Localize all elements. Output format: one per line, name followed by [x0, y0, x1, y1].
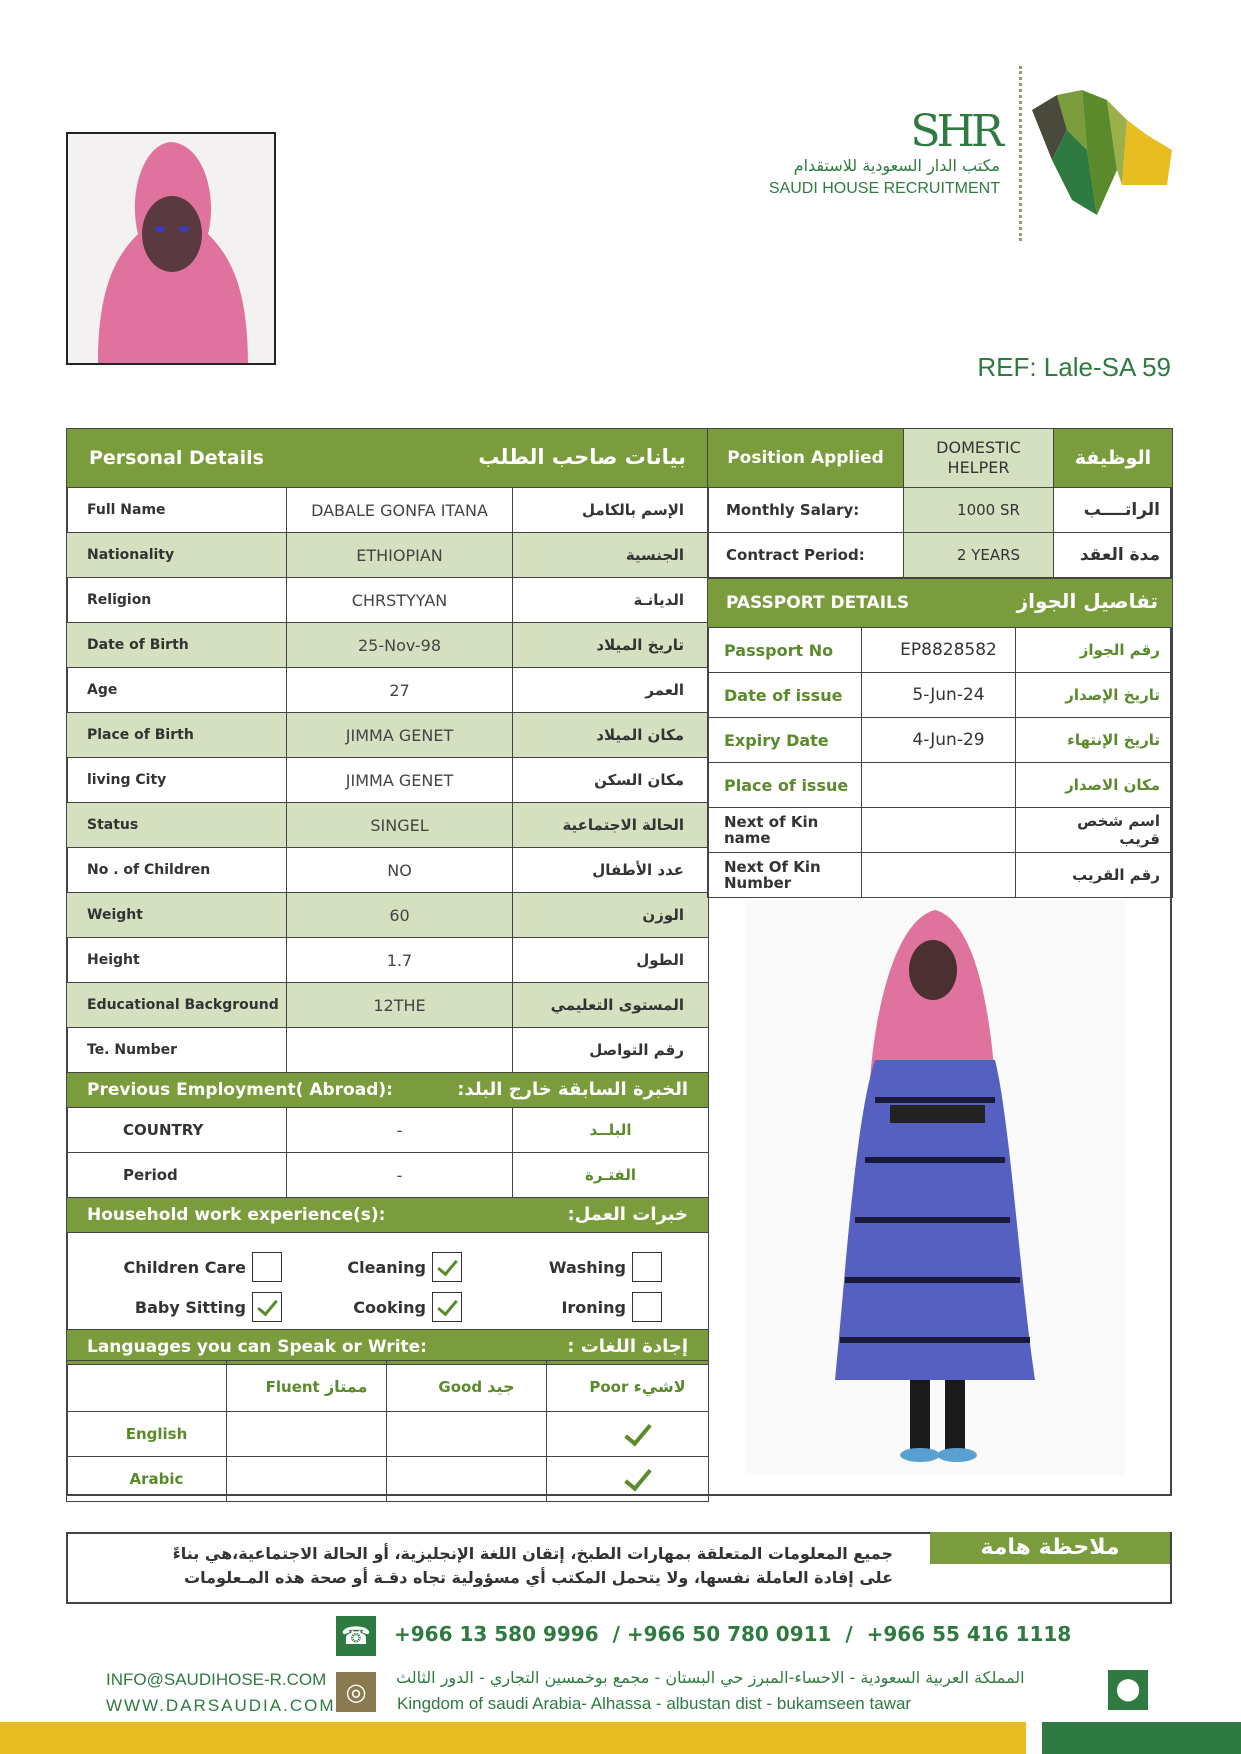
passport-field-label-ar: اسم شخص قريب	[1016, 808, 1173, 853]
important-note-line-2: على إفادة العاملة نفسها، ولا يتحمل المكتب أي مسؤولية تجاه دقـة أو صحة هذه المـعلومات	[184, 1568, 893, 1587]
languages-header-ar: إجادة اللغات :	[567, 1336, 689, 1357]
website-link[interactable]: WWW.DARSAUDIA.COM	[106, 1696, 336, 1715]
field-value: 60	[287, 893, 513, 938]
passport-field-value	[862, 763, 1016, 808]
address-arabic: المملكة العربية السعودية - الاحساء-المبرز حي البستان - مجمع بوخمسين التجاري - الدور الثالث	[396, 1668, 1025, 1687]
passport-row	[708, 628, 1173, 673]
field-value: JIMMA GENET	[287, 758, 513, 803]
personal-row	[67, 623, 709, 668]
logo-arabic-name: مكتب الدار السعودية للاستقدام	[793, 156, 1000, 175]
personal-row	[67, 893, 709, 938]
language-corner-cell	[67, 1361, 227, 1412]
field-value: JIMMA GENET	[287, 713, 513, 758]
language-levels-row	[67, 1361, 709, 1412]
position-field-value: 1000 SR	[904, 488, 1054, 533]
passport-field-label-ar: مكان الاصدار	[1016, 763, 1173, 808]
field-label-ar: عدد الأطفال	[513, 848, 709, 893]
previous-header-en: Previous Employment( Abroad):	[87, 1080, 393, 1100]
language-level-header	[227, 1361, 387, 1412]
field-label-ar: الطول	[513, 938, 709, 983]
field-label: No . of Children	[67, 848, 287, 893]
portrait-photo	[66, 132, 276, 365]
personal-row	[67, 803, 709, 848]
language-level-header	[387, 1361, 547, 1412]
check-mark-icon	[624, 1418, 651, 1447]
position-label-ar: الوظيفة	[1054, 429, 1173, 488]
field-label-ar: تاريخ الميلاد	[513, 623, 709, 668]
field-label-ar: المستوى التعليمي	[513, 983, 709, 1028]
personal-row	[67, 578, 709, 623]
languages-table	[66, 1360, 709, 1502]
language-level-en: Poor	[589, 1377, 629, 1396]
position-field-label-ar: مدة العقد	[1054, 533, 1173, 578]
full-body-photo	[745, 900, 1125, 1475]
household-item	[67, 1252, 282, 1282]
personal-row	[67, 488, 709, 533]
household-checkbox[interactable]	[432, 1252, 462, 1282]
passport-row	[708, 853, 1173, 898]
field-label-ar: مكان الميلاد	[513, 713, 709, 758]
personal-details-table	[66, 428, 709, 1365]
footer-green-stripe	[1042, 1722, 1241, 1754]
passport-field-label: Expiry Date	[708, 718, 862, 763]
important-note-line-1: جميع المعلومات المتعلقة بمهارات الطبخ، إتقان اللغة الإنجليزية، أو الحالة الاجتماعية،هي بناءً	[172, 1544, 893, 1563]
logo-divider	[1019, 66, 1022, 241]
important-note-title: ملاحظة هامة	[930, 1532, 1170, 1564]
field-value: 12THE	[287, 983, 513, 1028]
position-table	[707, 428, 1173, 578]
position-field-label: Monthly Salary:	[708, 488, 904, 533]
personal-header-en: Personal Details	[89, 447, 264, 469]
passport-table	[707, 578, 1173, 898]
reference-number: REF: Lale-SA 59	[977, 352, 1171, 382]
logo-english-name: SAUDI HOUSE RECRUITMENT	[768, 180, 1000, 197]
languages-header-en: Languages you can Speak or Write:	[87, 1337, 427, 1357]
language-level-en: Good	[438, 1377, 483, 1396]
household-item	[67, 1292, 282, 1322]
field-value: 1.7	[287, 938, 513, 983]
address-english: Kingdom of saudi Arabia- Alhassa - albustan dist - bukamseen tawar	[397, 1694, 912, 1713]
field-label: Weight	[67, 893, 287, 938]
field-label: Place of Birth	[67, 713, 287, 758]
field-value: ETHIOPIAN	[287, 533, 513, 578]
household-grid	[67, 1240, 708, 1322]
household-header	[67, 1198, 709, 1233]
field-label: Height	[67, 938, 287, 983]
language-level-ar: ممتاز	[324, 1376, 368, 1396]
household-checkbox[interactable]	[252, 1292, 282, 1322]
language-level-cell[interactable]	[387, 1412, 547, 1457]
household-checkbox[interactable]	[252, 1252, 282, 1282]
phone-icon: ☎	[336, 1616, 376, 1656]
position-row	[708, 533, 1173, 578]
position-field-label: Contract Period:	[708, 533, 904, 578]
household-label: Washing	[548, 1257, 626, 1277]
passport-field-label-ar: رقم القريب	[1016, 853, 1173, 898]
language-level-cell[interactable]	[547, 1412, 709, 1457]
language-level-cell[interactable]	[547, 1457, 709, 1502]
previous-label-ar: البلــد	[513, 1108, 709, 1153]
household-row	[67, 1233, 709, 1330]
position-row	[708, 488, 1173, 533]
field-label-ar: مكان السكن	[513, 758, 709, 803]
household-header-en: Household work experience(s):	[87, 1205, 386, 1225]
household-item	[282, 1252, 462, 1282]
language-row	[67, 1457, 709, 1502]
email-link[interactable]: INFO@SAUDIHOSE-R.COM	[106, 1670, 327, 1689]
previous-row	[67, 1153, 709, 1198]
field-value	[287, 1028, 513, 1073]
previous-row	[67, 1108, 709, 1153]
field-label: Te. Number	[67, 1028, 287, 1073]
passport-header-en: PASSPORT DETAILS	[726, 593, 910, 613]
field-value: NO	[287, 848, 513, 893]
field-label-ar: الديانـة	[513, 578, 709, 623]
personal-row	[67, 713, 709, 758]
personal-row	[67, 938, 709, 983]
language-level-cell[interactable]	[387, 1457, 547, 1502]
personal-details-header	[67, 429, 709, 488]
previous-label-ar: الفتـرة	[513, 1153, 709, 1198]
previous-header-ar: الخبرة السابقة خارج البلد:	[457, 1079, 689, 1100]
language-level-ar: لاشيء	[633, 1376, 686, 1396]
previous-employment-header	[67, 1073, 709, 1108]
field-label-ar: الجنسية	[513, 533, 709, 578]
field-value: 27	[287, 668, 513, 713]
language-row	[67, 1412, 709, 1457]
personal-row	[67, 758, 709, 803]
position-label-en: Position Applied	[708, 429, 904, 488]
field-label-ar: الإسم بالكامل	[513, 488, 709, 533]
household-label: Cooking	[353, 1297, 426, 1317]
passport-field-label-ar: تاريخ الإنتهاء	[1016, 718, 1173, 763]
field-label: Age	[67, 668, 287, 713]
language-level-cell[interactable]	[227, 1457, 387, 1502]
map-logo-icon	[1027, 90, 1177, 220]
field-label: Religion	[67, 578, 287, 623]
personal-row	[67, 1028, 709, 1073]
location-pin-icon: ⬤	[1108, 1670, 1148, 1710]
passport-header	[708, 579, 1173, 628]
passport-field-label: Next Of Kin Number	[708, 853, 862, 898]
passport-field-value: EP8828582	[862, 628, 1016, 673]
field-label: Nationality	[67, 533, 287, 578]
passport-row	[708, 808, 1173, 853]
position-field-label-ar: الراتــــب	[1054, 488, 1173, 533]
previous-value: -	[287, 1153, 513, 1198]
household-label: Baby Sitting	[134, 1297, 246, 1317]
field-value: 25-Nov-98	[287, 623, 513, 668]
previous-label: COUNTRY	[67, 1108, 287, 1153]
portrait-image	[68, 134, 274, 363]
language-level-header	[547, 1361, 709, 1412]
field-label-ar: العمر	[513, 668, 709, 713]
personal-row	[67, 983, 709, 1028]
position-value: DOMESTIC HELPER	[904, 429, 1054, 488]
position-applied-row	[708, 429, 1173, 488]
household-item	[462, 1252, 662, 1282]
personal-row	[67, 668, 709, 713]
full-body-image	[745, 900, 1125, 1475]
household-label: Ironing	[561, 1297, 626, 1317]
phone-numbers: +966 13 580 9996 / +966 50 780 0911 / +966 55 416 1118	[394, 1622, 1072, 1646]
passport-field-value	[862, 808, 1016, 853]
field-label: Status	[67, 803, 287, 848]
household-label: Children Care	[123, 1257, 246, 1277]
personal-row	[67, 848, 709, 893]
field-label-ar: رقم التواصل	[513, 1028, 709, 1073]
company-logo	[768, 66, 1185, 241]
language-name: English	[67, 1412, 227, 1457]
language-level-en: Fluent	[265, 1377, 320, 1396]
passport-field-value: 5-Jun-24	[862, 673, 1016, 718]
passport-field-value: 4-Jun-29	[862, 718, 1016, 763]
household-header-ar: خبرات العمل:	[567, 1204, 689, 1225]
logo-letters: SHR	[910, 106, 1000, 157]
field-value: DABALE GONFA ITANA	[287, 488, 513, 533]
footer-yellow-stripe	[0, 1722, 1026, 1754]
passport-header-ar: تفاصيل الجواز	[1016, 589, 1159, 613]
field-value: CHRSTYYAN	[287, 578, 513, 623]
language-level-cell[interactable]	[227, 1412, 387, 1457]
passport-field-label: Date of issue	[708, 673, 862, 718]
passport-field-label-ar: تاريخ الإصدار	[1016, 673, 1173, 718]
household-item	[462, 1292, 662, 1322]
passport-row	[708, 763, 1173, 808]
field-label-ar: الوزن	[513, 893, 709, 938]
passport-field-label: Next of Kin name	[708, 808, 862, 853]
previous-label: Period	[67, 1153, 287, 1198]
passport-field-label: Passport No	[708, 628, 862, 673]
household-label: Cleaning	[347, 1257, 426, 1277]
globe-icon: ◎	[336, 1672, 376, 1712]
passport-field-value	[862, 853, 1016, 898]
personal-row	[67, 533, 709, 578]
position-field-value: 2 YEARS	[904, 533, 1054, 578]
check-mark-icon	[624, 1463, 651, 1492]
language-level-ar: جيد	[487, 1376, 515, 1396]
field-label: living City	[67, 758, 287, 803]
field-label: Educational Background	[67, 983, 287, 1028]
household-checkbox[interactable]	[632, 1292, 662, 1322]
passport-row	[708, 673, 1173, 718]
field-label: Date of Birth	[67, 623, 287, 668]
field-label-ar: الحالة الاجتماعية	[513, 803, 709, 848]
household-item	[282, 1292, 462, 1322]
passport-field-label-ar: رقم الجواز	[1016, 628, 1173, 673]
previous-value: -	[287, 1108, 513, 1153]
field-label: Full Name	[67, 488, 287, 533]
language-name: Arabic	[67, 1457, 227, 1502]
passport-field-label: Place of issue	[708, 763, 862, 808]
household-checkbox[interactable]	[632, 1252, 662, 1282]
personal-header-ar: بيانات صاحب الطلب	[478, 445, 687, 469]
field-value: SINGEL	[287, 803, 513, 848]
household-checkbox[interactable]	[432, 1292, 462, 1322]
passport-row	[708, 718, 1173, 763]
